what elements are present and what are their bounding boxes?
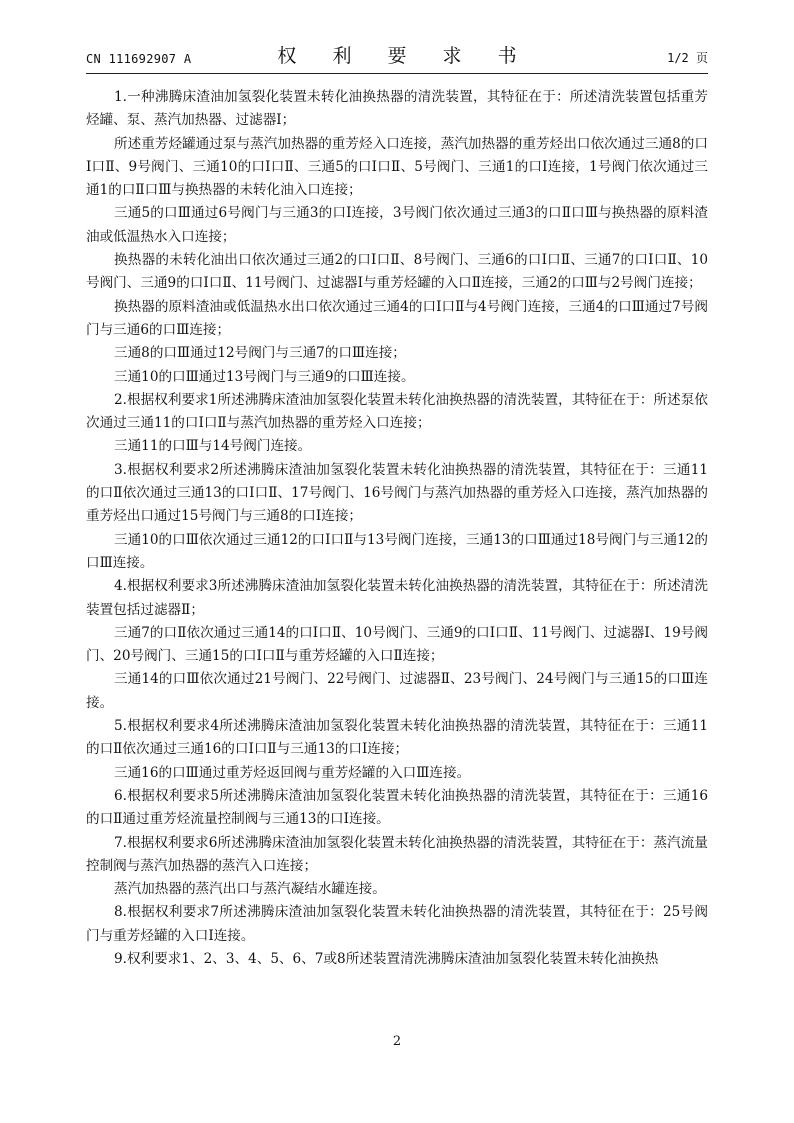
claim-paragraph: 换热器的原料渣油或低温热水出口依次通过三通4的口I口Ⅱ与4号阀门连接，三通4的口Ⅲ通过7号阀门与三通6的口Ⅲ连接； (86, 298, 708, 338)
claim-paragraph: 三通7的口Ⅱ依次通过三通14的口I口Ⅱ、10号阀门、三通9的口I口Ⅱ、11号阀门、过滤器I、19号阀门、20号阀门、三通15的口I口Ⅱ与重芳烃罐的入口Ⅱ连接； (86, 624, 708, 665)
claim-paragraph: 三通10的口Ⅲ通过13号阀门与三通9的口Ⅲ连接。 (114, 368, 415, 385)
claim-paragraph: 换热器的未转化油出口依次通过三通2的口I口Ⅱ、8号阀门、三通6的口I口Ⅱ、三通7的口I口Ⅱ、10号阀门、三通9的口I口Ⅱ、11号阀门、过滤器I与重芳烃罐的入口Ⅱ连接，三通2的口Ⅲ与2号阀门连接； (86, 252, 708, 292)
claim-paragraph: 三通16的口Ⅲ通过重芳烃返回阀与重芳烃罐的入口Ⅲ连接。 (114, 764, 471, 781)
header-divider (86, 73, 708, 74)
claim-paragraph: 三通10的口Ⅲ依次通过三通12的口I口Ⅱ与13号阀门连接，三通13的口Ⅲ通过18号阀门与三通12的口Ⅲ连接。 (86, 531, 708, 571)
claim-paragraph: 9.权利要求1、2、3、4、5、6、7或8所述装置清洗沸腾床渣油加氢裂化装置未转化油换热 (114, 950, 659, 967)
claim-paragraph: 4.根据权利要求3所述沸腾床渣油加氢裂化装置未转化油换热器的清洗装置，其特征在于：所述清洗装置包括过滤器Ⅱ； (86, 578, 708, 618)
publication-number: CN 111692907 A (86, 52, 192, 66)
claim-paragraph: 2.根据权利要求1所述沸腾床渣油加氢裂化装置未转化油换热器的清洗装置，其特征在于：所述泵依次通过三通11的口I口Ⅱ与蒸汽加热器的重芳烃入口连接； (86, 391, 708, 432)
claim-paragraph: 三通14的口Ⅲ依次通过21号阀门、22号阀门、过滤器Ⅱ、23号阀门、24号阀门与三通15的口Ⅲ连接。 (86, 671, 708, 711)
claims-body (86, 86, 708, 971)
claim-paragraph: 三通11的口Ⅲ与14号阀门连接。 (114, 438, 312, 455)
page-header (86, 44, 708, 72)
claim-paragraph: 3.根据权利要求2所述沸腾床渣油加氢裂化装置未转化油换热器的清洗装置，其特征在于：三通11的口Ⅱ依次通过三通13的口I口Ⅱ、17号阀门、16号阀门与蒸汽加热器的重芳烃入口连接，蒸汽加热器的重芳烃出口通过15号阀门与三通8的口I连接； (86, 461, 708, 525)
claim-paragraph: 蒸汽加热器的蒸汽出口与蒸汽凝结水罐连接。 (114, 881, 386, 898)
claim-paragraph: 7.根据权利要求6所述沸腾床渣油加氢裂化装置未转化油换热器的清洗装置，其特征在于：蒸汽流量控制阀与蒸汽加热器的蒸汽入口连接； (86, 834, 708, 874)
claim-paragraph: 1.一种沸腾床渣油加氢裂化装置未转化油换热器的清洗装置，其特征在于：所述清洗装置包括重芳烃罐、泵、蒸汽加热器、过滤器I； (86, 89, 708, 129)
claim-paragraph: 所述重芳烃罐通过泵与蒸汽加热器的重芳烃入口连接，蒸汽加热器的重芳烃出口依次通过三通8的口I口Ⅱ、9号阀门、三通10的口I口Ⅱ、三通5的口I口Ⅱ、5号阀门、三通1的口I连接，1号阀门依次通过三通1的口Ⅱ口Ⅲ与换热器的未转化油入口连接； (86, 135, 708, 199)
claim-paragraph: 三通5的口Ⅲ通过6号阀门与三通3的口I连接，3号阀门依次通过三通3的口Ⅱ口Ⅲ与换热器的原料渣油或低温热水入口连接； (86, 205, 708, 245)
claim-paragraph: 6.根据权利要求5所述沸腾床渣油加氢裂化装置未转化油换热器的清洗装置，其特征在于：三通16的口Ⅱ通过重芳烃流量控制阀与三通13的口I连接。 (86, 787, 708, 828)
claim-paragraph: 5.根据权利要求4所述沸腾床渣油加氢裂化装置未转化油换热器的清洗装置，其特征在于：三通11的口Ⅱ依次通过三通16的口I口Ⅱ与三通13的口I连接； (86, 718, 708, 758)
document-title: 权 利 要 求 书 (277, 45, 532, 67)
claim-paragraph: 8.根据权利要求7所述沸腾床渣油加氢裂化装置未转化油换热器的清洗装置，其特征在于：25号阀门与重芳烃罐的入口I连接。 (86, 904, 708, 944)
page-indicator: 1/2 页 (667, 51, 708, 65)
page-number: 2 (392, 1034, 402, 1049)
claim-paragraph: 三通8的口Ⅲ通过12号阀门与三通7的口Ⅲ连接； (114, 345, 406, 362)
